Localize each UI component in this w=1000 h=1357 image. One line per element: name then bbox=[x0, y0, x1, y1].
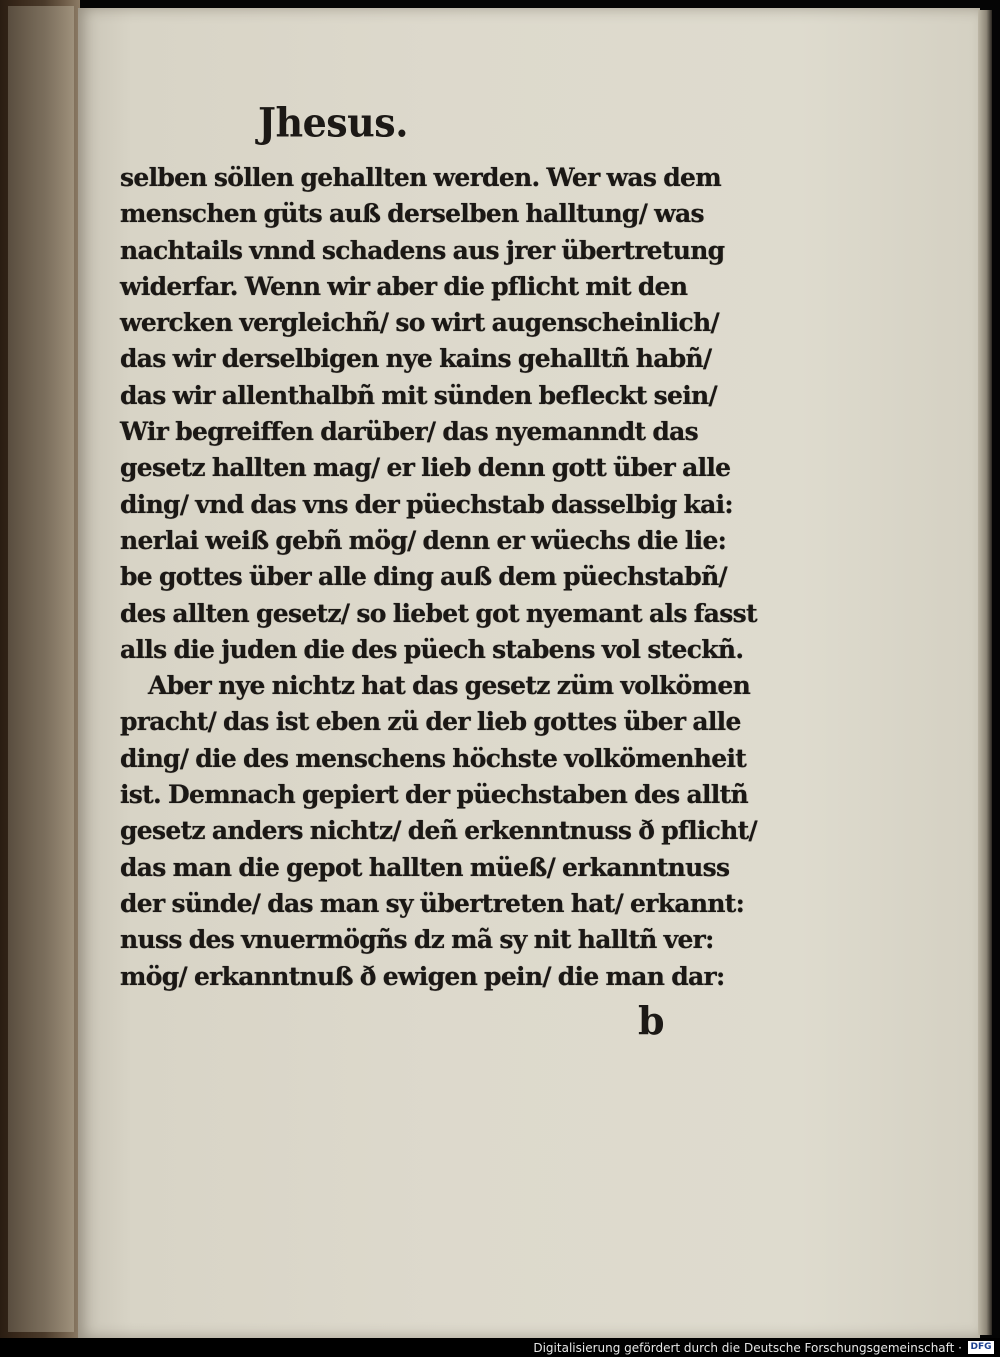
text-line: der sünde/ das man sy übertreten hat/ erkannt: bbox=[120, 888, 745, 918]
text-line: nachtails vnnd schadens aus jrer übertretung bbox=[120, 235, 725, 265]
text-line: alls die juden die des püech stabens vol steckñ. bbox=[120, 634, 744, 664]
signature-mark: b bbox=[638, 998, 665, 1043]
book-cover-edge bbox=[0, 0, 80, 1338]
page-header: Jhesus. bbox=[258, 98, 408, 147]
text-line: des allten gesetz/ so liebet got nyemant als fasst bbox=[120, 598, 757, 628]
text-line: nuss des vnuermögñs dz mã sy nit halltñ ver: bbox=[120, 925, 714, 955]
text-line: Aber nye nichtz hat das gesetz züm volkömen bbox=[148, 671, 751, 701]
text-line: nerlai weiß gebñ mög/ denn er wüechs die lie: bbox=[120, 525, 727, 555]
dfg-logo[interactable]: DFG bbox=[968, 1341, 994, 1354]
text-line: das wir derselbigen nye kains gehalltñ habñ/ bbox=[120, 344, 712, 374]
page-edge-shadow bbox=[978, 10, 992, 1335]
text-line: wercken vergleichñ/ so wirt augenscheinlich/ bbox=[120, 308, 719, 338]
text-line: be gottes über alle ding auß dem püechstabñ/ bbox=[120, 562, 727, 592]
footer-bar bbox=[0, 1338, 1000, 1357]
text-line: widerfar. Wenn wir aber die pflicht mit den bbox=[120, 271, 688, 301]
text-line: gesetz hallten mag/ er lieb denn gott über alle bbox=[120, 453, 731, 483]
text-line: Wir begreiffen darüber/ das nyemanndt das bbox=[120, 417, 699, 447]
cover-inner-board bbox=[8, 6, 74, 1332]
text-line: ding/ vnd das vns der püechstab dasselbig kai: bbox=[120, 489, 733, 519]
funding-credit: Digitalisierung gefördert durch die Deutsche Forschungsgemeinschaft · bbox=[533, 1341, 962, 1355]
text-line: ist. Demnach gepiert der püechstaben des alltñ bbox=[120, 780, 748, 810]
text-line: selben söllen gehallten werden. Wer was dem bbox=[120, 163, 721, 192]
text-line: gesetz anders nichtz/ deñ erkenntnuss ð pflicht/ bbox=[120, 816, 757, 846]
text-line: pracht/ das ist eben zü der lieb gottes über alle bbox=[120, 707, 741, 737]
text-line: das wir allenthalbñ mit sünden befleckt sein/ bbox=[120, 380, 717, 410]
text-line: mög/ erkanntnuß ð ewigen pein/ die man dar: bbox=[120, 961, 725, 991]
body-text bbox=[120, 160, 757, 995]
text-line: ding/ die des menschens höchste volkömenheit bbox=[120, 743, 747, 773]
text-line: menschen güts auß derselben halltung/ was bbox=[120, 199, 704, 229]
text-line: das man die gepot hallten müeß/ erkanntnuss bbox=[120, 852, 730, 882]
